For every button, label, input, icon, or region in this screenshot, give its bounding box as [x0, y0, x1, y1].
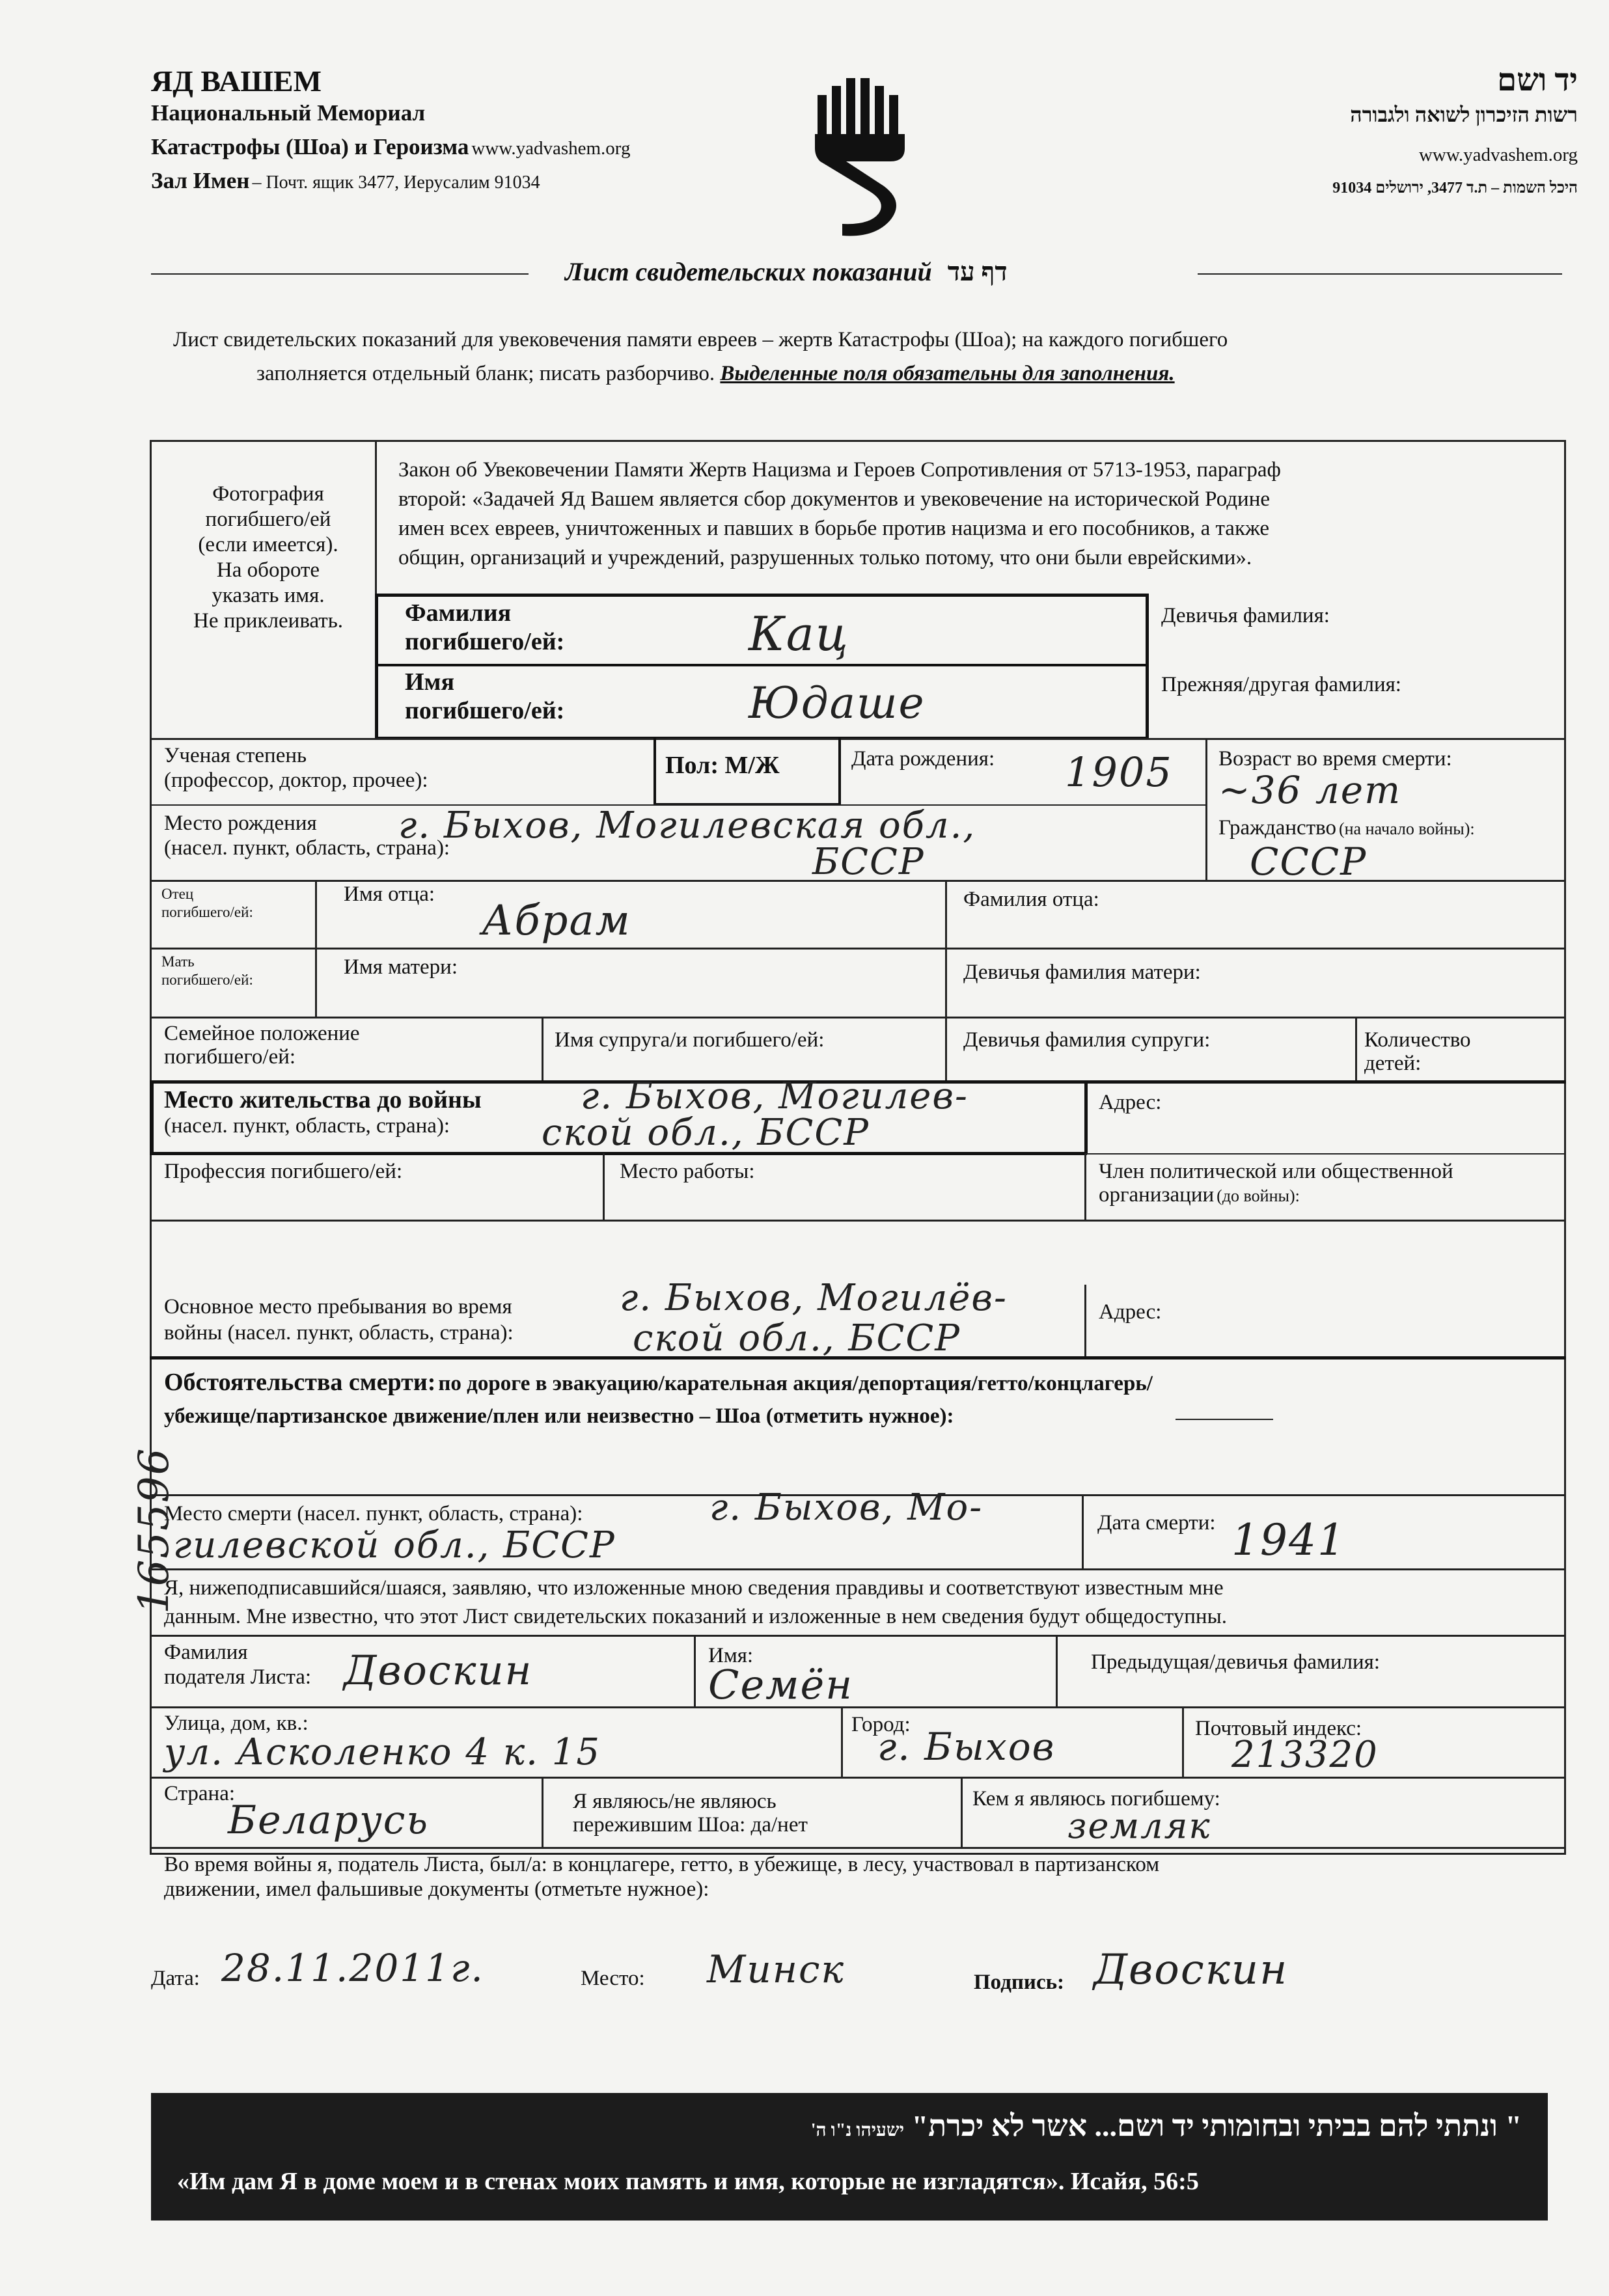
footer-hebrew [811, 2109, 1522, 2143]
hall-line [151, 168, 540, 194]
law-text-line-4: общин, организаций и учреждений, разрушенных только потому, что они были еврейскими». [398, 546, 1252, 569]
photo-box-line-4: На обороте [216, 558, 320, 582]
membership-label-1: Член политической или общественной [1099, 1160, 1453, 1183]
former-surname-label: Прежняя/другая фамилия: [1161, 673, 1401, 696]
firstname-label-2: погибшего/ей: [405, 697, 565, 724]
wartime-submitter-2: движении, имел фальшивые документы (отметьте нужное): [164, 1878, 709, 1901]
mother-maiden-label: Девичья фамилия матери: [963, 961, 1201, 984]
residence-address-label: Адрес: [1099, 1091, 1162, 1114]
birthplace-label-2: (насел. пункт, область, страна): [164, 836, 450, 860]
father-surname-label: Фамилия отца: [963, 888, 1099, 911]
degree-label-1: Ученая степень [164, 744, 307, 767]
death-date-value[interactable]: 1941 [1231, 1515, 1346, 1565]
photo-box-line-6: Не приклеивать. [193, 609, 344, 633]
mother-box-1: Мать [161, 953, 195, 970]
residence-value-1[interactable]: г. Быхов, Могилев- [581, 1075, 969, 1117]
age-label: Возраст во время смерти: [1218, 747, 1452, 771]
wartime-label-2: войны (насел. пункт, область, страна): [164, 1321, 514, 1345]
submitter-surname-label-1: Фамилия [164, 1641, 248, 1664]
photo-box-line-5: указать имя. [212, 584, 325, 607]
death-date-label: Дата смерти: [1097, 1511, 1216, 1535]
org-line-3 [151, 134, 630, 160]
intro-line-2 [256, 362, 1175, 386]
father-name-value[interactable]: Абрам [482, 897, 631, 945]
signature-value[interactable]: Двоскин [1093, 1946, 1289, 1994]
firstname-label [405, 668, 564, 725]
residence-label [164, 1086, 482, 1138]
org-name-ru: ЯД ВАШЕМ [151, 64, 322, 98]
declaration-line-1: Я, нижеподписавшийся/шаяся, заявляю, что изложенные мною сведения правдивы и соответствуют известным мне [164, 1576, 1224, 1600]
survivor-label-2: пережившим Шоа: да/нет [573, 1813, 808, 1837]
submitter-surname-label [164, 1640, 311, 1689]
children-label [1364, 1028, 1471, 1075]
law-text-line-3: имен всех евреев, уничтоженных и павших в борьбе против нацизма и его пособников, а также [398, 517, 1269, 540]
age-value[interactable]: ~36 лет [1218, 768, 1402, 812]
children-label-1: Количество [1364, 1028, 1471, 1052]
membership-label-2: организации [1099, 1183, 1215, 1207]
signature-label: Подпись: [974, 1971, 1065, 1994]
website-left[interactable]: www.yadvashem.org [471, 138, 631, 159]
surname-label-2: погибшего/ей: [405, 628, 565, 655]
citizenship-small: (на начало войны): [1338, 819, 1475, 838]
org-line-3-text: Катастрофы (Шоа) и Героизма [151, 134, 469, 159]
date-value[interactable]: 28.11.2011г. [221, 1946, 484, 1990]
spouse-maiden-label: Девичья фамилия супруги: [963, 1028, 1211, 1052]
marital-label-2: погибшего/ей: [164, 1045, 296, 1069]
sex-label[interactable]: Пол: М/Ж [665, 752, 780, 779]
intro-line-2-text: заполняется отдельный бланк; писать разборчиво. [256, 362, 715, 385]
marital-label [164, 1022, 360, 1069]
birth-date-label: Дата рождения: [851, 747, 995, 771]
law-text-line-2: второй: «Задачей Яд Вашем является сбор документов и увековечение на исторической Родине [398, 487, 1271, 511]
city-value[interactable]: г. Быхов [877, 1725, 1056, 1769]
father-box [161, 885, 253, 922]
marital-label-1: Семейное положение [164, 1022, 360, 1045]
death-place-value-2[interactable]: гилевской обл., БССР [173, 1524, 616, 1566]
birth-date-value[interactable]: 1905 [1065, 748, 1173, 796]
photo-box-line-1: Фотография [212, 482, 324, 506]
circumstances-options-1[interactable]: по дороге в эвакуацию/карательная акция/депортация/гетто/концлагерь/ [438, 1372, 1153, 1395]
title-rule-right [1198, 273, 1562, 275]
wartime-submitter [164, 1852, 1159, 1902]
membership-label [1099, 1160, 1453, 1207]
survivor-label-1: Я являюсь/не являюсь [573, 1790, 777, 1813]
wartime-submitter-1: Во время войны я, податель Листа, был/а: в концлагере, гетто, в убежище, в лесу, участвовал в партизанском [164, 1853, 1160, 1876]
submitter-surname-value[interactable]: Двоскин [344, 1647, 533, 1694]
death-place-label: Место смерти (насел. пункт, область, страна): [164, 1502, 583, 1525]
surname-label [405, 599, 564, 656]
profession-label: Профессия погибшего/ей: [164, 1160, 403, 1183]
place-value[interactable]: Минск [707, 1947, 846, 1991]
father-box-1: Отец [161, 886, 194, 902]
circumstances-answer-line [1176, 1419, 1273, 1420]
form-title-he: דף עד [947, 257, 1008, 286]
birthplace-value-2[interactable]: БССР [812, 841, 925, 883]
relation-label: Кем я являюсь погибшему: [972, 1787, 1220, 1811]
address-he: היכל השמות – ת.ד 3477, ירושלים 91034 [1332, 180, 1578, 197]
wartime-label-1: Основное место пребывания во время [164, 1295, 512, 1319]
hall-address: – Почт. ящик 3477, Иерусалим 91034 [252, 172, 540, 193]
citizenship-value[interactable]: СССР [1250, 840, 1368, 884]
workplace-label: Место работы: [620, 1160, 755, 1183]
membership-small: (до войны): [1217, 1186, 1300, 1205]
submitter-name-label: Имя: [708, 1644, 754, 1667]
submitter-surname-label-2: подателя Листа: [164, 1665, 312, 1689]
zip-value[interactable]: 213320 [1231, 1734, 1379, 1776]
circumstances-options-2[interactable]: убежище/партизанское движение/плен или неизвестно – Шоа (отметить нужное): [164, 1404, 954, 1428]
survivor-label[interactable] [573, 1790, 808, 1837]
yad-vashem-logo [807, 72, 911, 241]
wartime-value-1[interactable]: г. Быхов, Могилёв- [620, 1277, 1008, 1319]
wartime-address-label: Адрес: [1099, 1300, 1162, 1324]
citizenship-label [1218, 816, 1475, 840]
footer-russian-quote: «Им дам Я в доме моем и в стенах моих память и имя, которые не изгладятся». Исайя, 56:5 [177, 2168, 1199, 2195]
degree-label-2: (профессор, доктор, прочее): [164, 769, 428, 792]
street-label: Улица, дом, кв.: [164, 1712, 309, 1735]
residence-value-2[interactable]: ской обл., БССР [542, 1112, 870, 1154]
law-text [398, 456, 1281, 573]
wartime-label [164, 1294, 514, 1346]
residence-label-2: (насел. пункт, область, страна): [164, 1114, 450, 1138]
children-label-2: детей: [1364, 1052, 1422, 1075]
photo-box [164, 482, 372, 634]
place-label: Место: [581, 1967, 645, 1990]
hall-label: Зал Имен [151, 168, 250, 193]
degree-label [164, 743, 428, 793]
zip-label: Почтовый индекс: [1195, 1717, 1362, 1740]
mother-name-label: Имя матери: [344, 955, 458, 979]
father-box-2: погибшего/ей: [161, 904, 253, 920]
photo-box-line-3: (если имеется). [198, 533, 338, 556]
mother-box [161, 953, 253, 989]
wartime-value-2[interactable]: ской обл., БССР [633, 1317, 961, 1360]
form-title [565, 256, 1008, 287]
website-right[interactable]: www.yadvashem.org [1418, 144, 1578, 165]
org-line-2: Национальный Мемориал [151, 100, 426, 126]
declaration [164, 1574, 1227, 1631]
law-text-line-1: Закон об Увековечении Памяти Жертв Нацизма и Героев Сопротивления от 5713-1953, параграф [398, 458, 1281, 482]
death-place-value-1[interactable]: г. Быхов, Мо- [709, 1486, 983, 1529]
photo-box-line-2: погибшего/ей [205, 508, 331, 531]
intro-line-1: Лист свидетельских показаний для увековечения памяти евреев – жертв Катастрофы (Шоа); на каждого погибшего [173, 328, 1228, 351]
surname-value[interactable]: Кац [749, 607, 849, 661]
circumstances-label: Обстоятельства смерти: [164, 1369, 436, 1396]
footer-hebrew-quote: " ונתתי להם בביתי ובחומותי יד ושם... אשר לא יכרת" [911, 2109, 1522, 2142]
footer-banner [151, 2093, 1548, 2221]
birthplace-value-1[interactable]: г. Быхов, Могилевская обл., [398, 804, 976, 847]
org-name-he: יד ושם [1497, 63, 1578, 98]
street-value[interactable]: ул. Асколенко 4 к. 15 [164, 1731, 601, 1773]
form-title-ru: Лист свидетельских показаний [565, 257, 932, 286]
spouse-name-label: Имя супруга/и погибшего/ей: [555, 1028, 825, 1052]
surname-label-1: Фамилия [405, 599, 512, 627]
date-label: Дата: [151, 1967, 200, 1990]
required-note: Выделенные поля обязательны для заполнения. [720, 362, 1175, 385]
maiden-name-label: Девичья фамилия: [1161, 604, 1330, 627]
firstname-label-1: Имя [405, 668, 454, 696]
father-name-label: Имя отца: [344, 882, 435, 906]
title-rule-left [151, 273, 529, 275]
city-label: Город: [851, 1713, 911, 1736]
country-label: Страна: [164, 1782, 236, 1805]
authority-he: רשות הזיכרון לשואה ולגבורה [1350, 103, 1578, 126]
firstname-value[interactable]: Юдаше [749, 678, 926, 728]
relation-value[interactable]: земляк [1067, 1805, 1211, 1846]
submitter-name-value[interactable]: Семён [708, 1661, 854, 1708]
country-value[interactable]: Беларусь [228, 1797, 430, 1843]
margin-record-number: 165596 [130, 1447, 178, 1614]
submitter-prev-name-label: Предыдущая/девичья фамилия: [1091, 1650, 1381, 1674]
mother-box-2: погибшего/ей: [161, 972, 253, 988]
residence-label-1: Место жительства до войны [164, 1086, 482, 1114]
footer-hebrew-ref: ישעיהו נ"ו ה' [810, 2120, 905, 2140]
birthplace-label-1: Место рождения [164, 812, 317, 835]
citizenship-label-text: Гражданство [1218, 816, 1336, 840]
circumstances [164, 1368, 1153, 1430]
declaration-line-2: данным. Мне известно, что этот Лист свидетельских показаний и изложенные в нем сведения будут общедоступны. [164, 1605, 1228, 1628]
